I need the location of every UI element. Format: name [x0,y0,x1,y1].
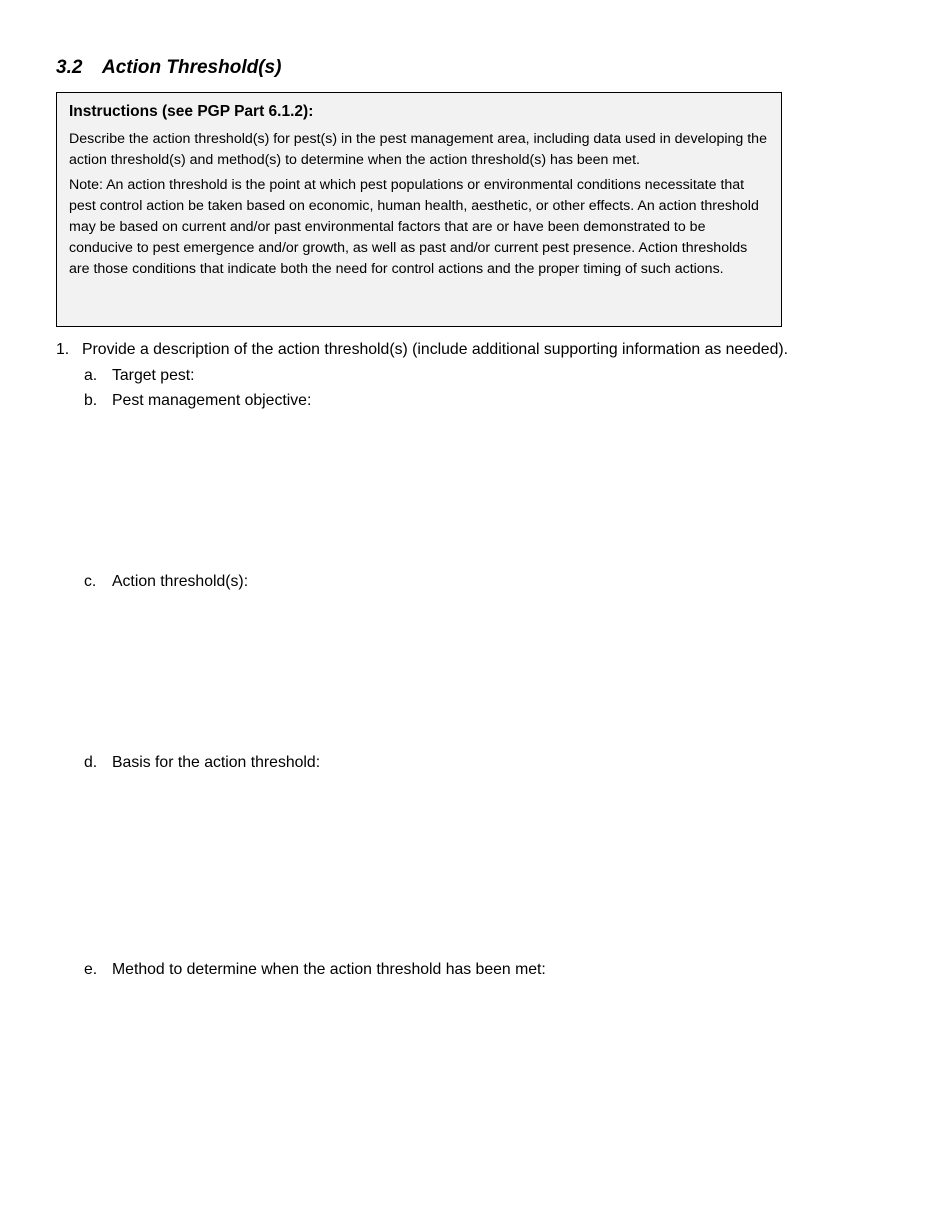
item-basis-for-threshold [84,752,320,774]
instructions-paragraph-describe: Describe the action threshold(s) for pest(s) in the pest management area, including data used in developing the action threshold(s) and method(s) to determine when the action threshold(s) has been met. [69,131,767,168]
instructions-box [56,92,782,327]
section-title: Action Threshold(s) [102,57,282,78]
item-label: Basis for the action threshold: [112,754,321,771]
question-number: 1. [56,341,70,358]
question-text: Provide a description of the action threshold(s) (include additional supporting information as needed). [82,341,789,358]
section-number: 3.2 [56,57,83,78]
item-label: Pest management objective: [112,392,312,409]
item-target-pest [84,365,195,387]
item-letter: c. [84,573,97,590]
item-pest-management-objective [84,390,311,412]
item-label: Target pest: [112,367,195,384]
item-letter: e. [84,961,98,978]
item-letter: b. [84,392,98,409]
item-label: Action threshold(s): [112,573,249,590]
instructions-paragraph-note: Note: An action threshold is the point at which pest populations or environmental conditions necessitate that pest control action be taken based on economic, human health, aesthetic, or other effects. An action threshold may be based on current and/or past environmental factors that are or have been demonstrated to be conducive to pest emergence and/or growth, as well as past and/or current pest presence. Action thresholds are those conditions that indicate both the need for control actions and the proper timing of such actions. [69,177,759,277]
item-letter: a. [84,367,98,384]
item-action-thresholds [84,571,248,593]
item-letter: d. [84,754,98,771]
instructions-title: Instructions (see PGP Part 6.1.2): [69,103,314,120]
section-heading [56,57,281,79]
question-1 [56,339,788,361]
item-method-to-determine [84,959,546,981]
item-label: Method to determine when the action threshold has been met: [112,961,546,978]
